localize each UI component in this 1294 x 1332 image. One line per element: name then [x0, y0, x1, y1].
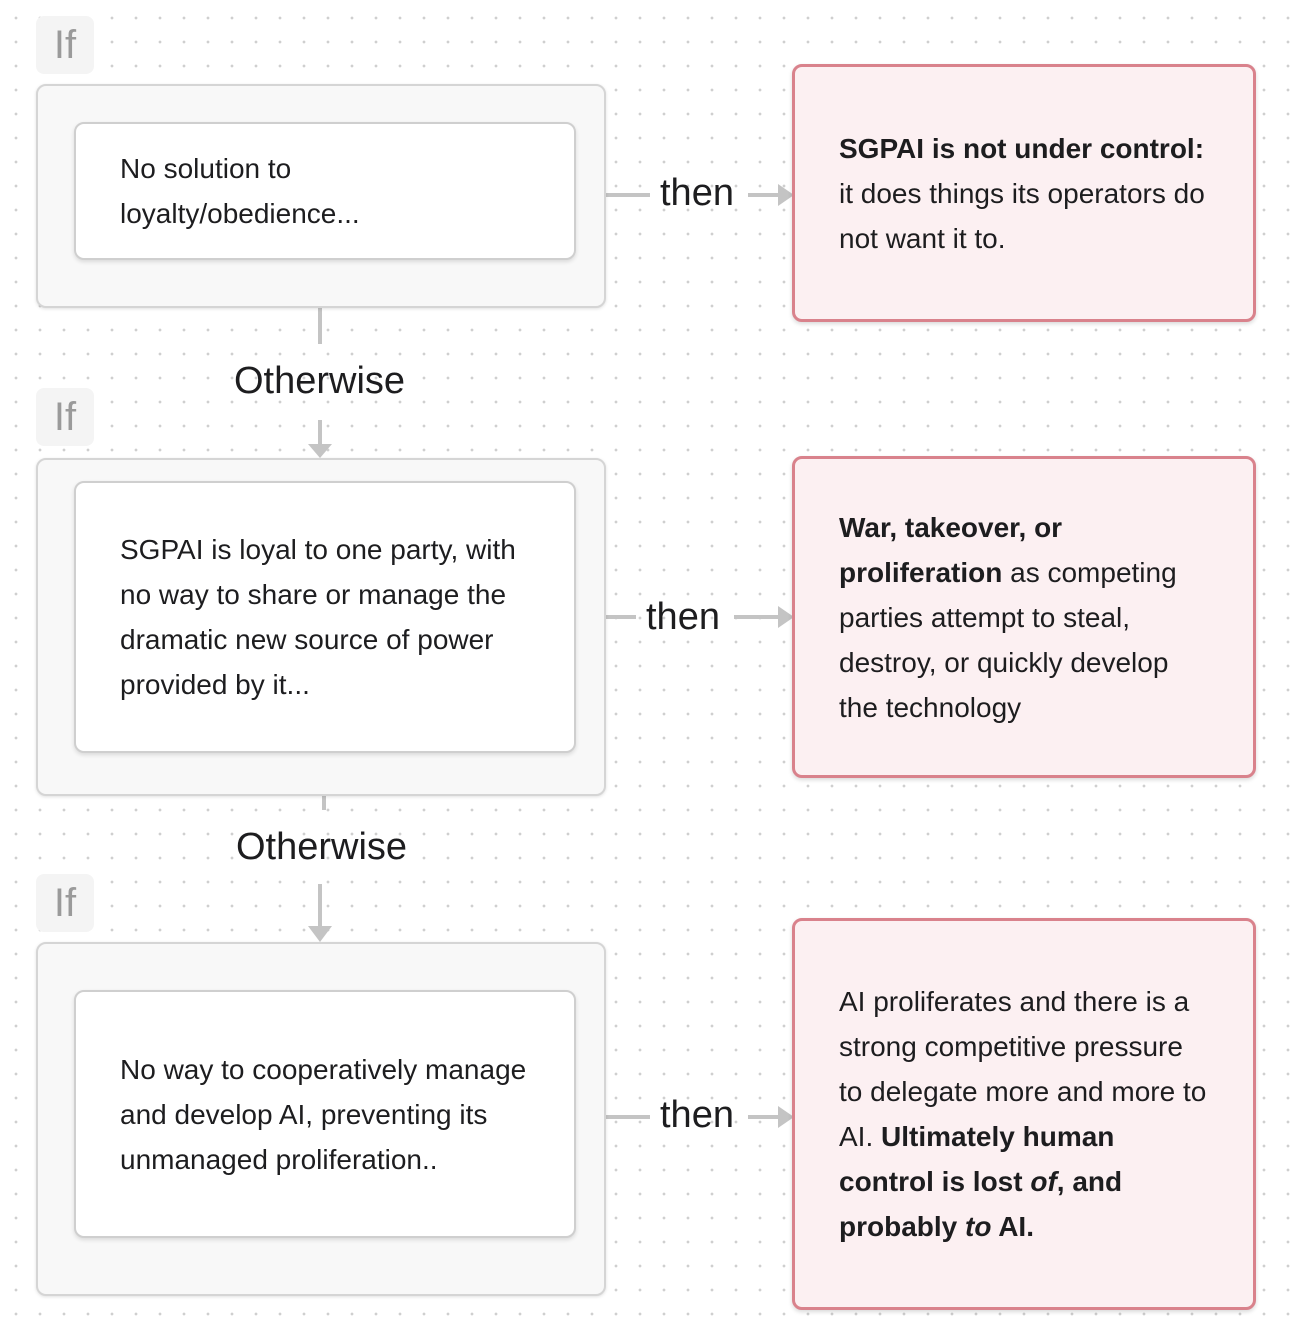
if-tag-3: If — [36, 874, 94, 932]
condition-box-2 — [74, 481, 576, 753]
outcome-3-plain: AI proliferates and there is a strong competitive pressure to delegate more and more to AI. — [839, 986, 1207, 1152]
condition-box-1 — [74, 122, 576, 260]
arrowhead-otherwise-1 — [308, 444, 332, 458]
otherwise-label-2: Otherwise — [236, 826, 408, 868]
outcome-text-3 — [839, 979, 1209, 1249]
outcome-box-2 — [792, 456, 1256, 778]
then-label-3: then — [660, 1094, 734, 1136]
outcome-3-bold-a: Ultimately human control is lost — [839, 1121, 1115, 1197]
outcome-3-bold-italic-a: of — [1030, 1166, 1057, 1197]
outcome-2-bold: War, takeover, or proliferation — [839, 511, 1063, 588]
condition-text-3: No way to cooperatively manage and develop AI, preventing its unmanaged proliferation.. — [120, 1053, 527, 1175]
outcome-1-rest: it does things its operators do not want it to. — [839, 177, 1205, 254]
outcome-1-bold: SGPAI is not under control: — [839, 132, 1205, 164]
outcome-box-3 — [792, 918, 1256, 1310]
outcome-3-bold-b: , and probably — [839, 1166, 1123, 1242]
outcome-text-2 — [839, 505, 1209, 730]
outcome-3-bold-c: AI. — [991, 1211, 1034, 1242]
outcome-box-1 — [792, 64, 1256, 322]
then-label-2: then — [646, 596, 720, 638]
outcome-text-1 — [839, 126, 1209, 261]
otherwise-label-1: Otherwise — [234, 360, 406, 402]
condition-box-3 — [74, 990, 576, 1238]
condition-text-1: No solution to loyalty/obedience... — [120, 153, 360, 229]
if-tag-2: If — [36, 388, 94, 446]
if-tag-1: If — [36, 16, 94, 74]
then-label-1: then — [660, 172, 734, 214]
outcome-3-bold-italic-b: to — [965, 1211, 992, 1242]
outcome-2-rest: as competing parties attempt to steal, destroy, or quickly develop the technology — [839, 556, 1177, 723]
arrowhead-otherwise-2 — [308, 926, 332, 942]
condition-text-2: SGPAI is loyal to one party, with no way to share or manage the dramatic new source of power provided by it... — [120, 534, 516, 700]
